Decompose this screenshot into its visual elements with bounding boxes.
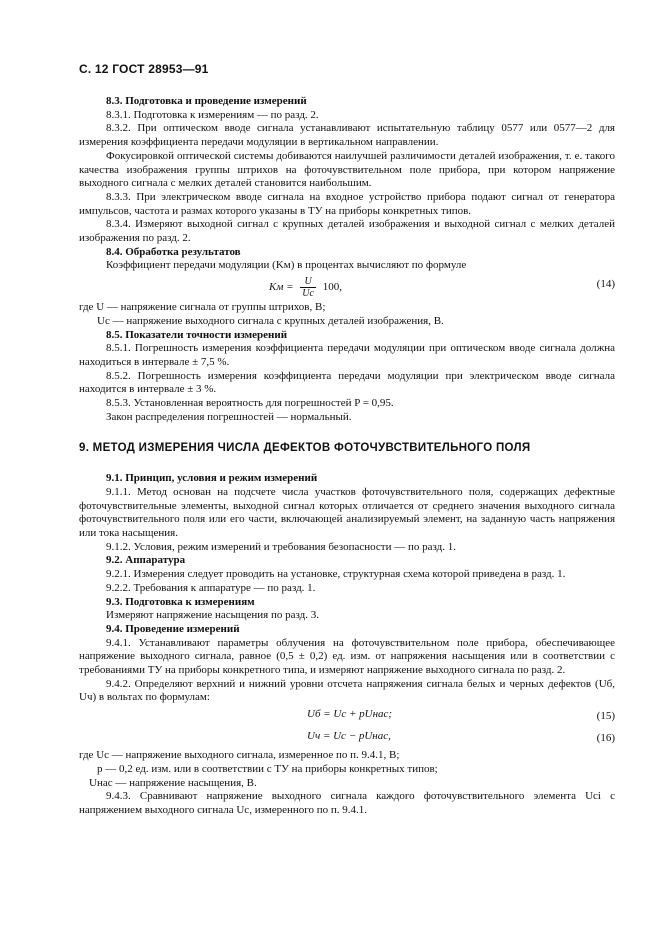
paragraph-8-3-4: 8.3.4. Измеряют выходной сигнал с крупных деталей изображения и выходной сигнал с мелких деталей изображения по разд. 2.: [79, 218, 615, 245]
formula-15-expression: Uб = Uс + pUнас;: [307, 708, 393, 721]
where-clause-uc-2: где Uс — напряжение выходного сигнала, измеренное по п. 9.4.1, В;: [79, 749, 400, 762]
formula-15: [79, 705, 615, 727]
section-8-4-heading: 8.4. Обработка результатов: [106, 245, 241, 258]
document-body: [79, 95, 615, 818]
formula-16-number: (16): [596, 732, 615, 745]
paragraph-8-5-2: 8.5.2. Погрешность измерения коэффициента передачи модуляции при электрическом вводе сигнала находится в интервале ± 3 %.: [79, 369, 615, 396]
formula-16-expression: Uч = Uс − pUнас,: [307, 730, 391, 743]
formula-14-expression: [269, 276, 342, 299]
formula-15-number: (15): [596, 710, 615, 723]
paragraph-8-3-1: 8.3.1. Подготовка к измерениям — по разд. 2.: [106, 108, 319, 121]
paragraph-9-4-3: 9.4.3. Сравнивают напряжение выходного сигнала каждого фоточувствительного элемента Uсi с напряжением выходного сигнала Uс, измеренного по п. 9.4.1.: [79, 790, 615, 816]
formula-14-denominator: Uс: [302, 288, 314, 300]
section-9-2-heading: 9.2. Аппаратура: [106, 554, 186, 567]
formula-14-lhs: Kм =: [269, 281, 294, 294]
section-9-1-heading: 9.1. Принцип, условия и режим измерений: [106, 472, 318, 485]
section-8-3-heading: 8.3. Подготовка и проведение измерений: [106, 95, 307, 107]
paragraph-8-3-2: 8.3.2. При оптическом вводе сигнала устанавливают испытательную таблицу 0577 или 0577—2 для измерения коэффициента передачи модуляции в вертикальном направлении.: [79, 122, 615, 149]
section-9-4-heading: 9.4. Проведение измерений: [106, 622, 240, 635]
paragraph-9-3: Измеряют напряжение насыщения по разд. 3.: [106, 609, 319, 622]
page-header: С. 12 ГОСТ 28953—91: [79, 62, 209, 76]
formula-14-fraction: [300, 276, 316, 299]
paragraph-8-5-1: 8.5.1. Погрешность измерения коэффициента передачи модуляции при оптическом вводе сигнала должна находиться в интервале ± 7,5 %.: [79, 342, 615, 368]
paragraph-8-5-3: 8.5.3. Установленная вероятность для погрешностей P = 0,95.: [106, 397, 394, 410]
paragraph-8-4-intro: Коэффициент передачи модуляции (Kм) в процентах вычисляют по формуле: [106, 259, 467, 272]
formula-14-number: (14): [596, 278, 615, 291]
formula-14-numerator: U: [300, 276, 316, 288]
paragraph-9-4-1: 9.4.1. Устанавливают параметры облучения на фоточувствительном поле прибора, обеспечивающее напряжение выходного сигнала, равное (0,5 ± 0,2) ед. изм. от напряжения насыщения или в соответствии с требованиями ТУ на приборы конкретного типа, и измеряют напряжение выходного сигнала по разд. 2.: [79, 636, 615, 677]
formula-14: [79, 273, 615, 301]
paragraph-9-2-2: 9.2.2. Требования к аппаратуре — по разд. 1.: [106, 581, 316, 594]
paragraph-8-5-4: Закон распределения погрешностей — нормальный.: [106, 410, 352, 423]
paragraph-9-1-2: 9.1.2. Условия, режим измерений и требования безопасности — по разд. 1.: [106, 540, 456, 553]
paragraph-8-3-3: 8.3.3. При электрическом вводе сигнала на входное устройство прибора подают сигнал от генератора импульсов, частота и размах которого указаны в ТУ на приборы конкретных типов.: [79, 190, 615, 217]
paragraph-8-3-2-cont: Фокусировкой оптической системы добиваются наилучшей различимости деталей изображения, т. е. такого качества изображения группы штрихов на фоточувствительном поле прибора, при котором напряжение выходного сигнала с мелких деталей становится наибольшим.: [79, 149, 615, 190]
section-9-3-heading: 9.3. Подготовка к измерениям: [106, 595, 255, 608]
paragraph-9-1-1: 9.1.1. Метод основан на подсчете числа участков фоточувствительного поля, содержащих дефектные фоточувствительные элементы, выходной сигнал которых отличается от среднего значения выходного сигнала фоточувствительного поля или его части, включающей анализируемый элемент, на заданную часть напряжения или тока насыщения.: [79, 485, 615, 539]
section-9-heading: 9. МЕТОД ИЗМЕРЕНИЯ ЧИСЛА ДЕФЕКТОВ ФОТОЧУВСТВИТЕЛЬНОГО ПОЛЯ: [79, 442, 531, 455]
formula-14-tail: 100,: [322, 281, 342, 294]
paragraph-9-2-1: 9.2.1. Измерения следует проводить на установке, структурная схема которой приведена в разд. 1.: [106, 568, 566, 581]
section-8-5-heading: 8.5. Показатели точности измерений: [106, 328, 288, 341]
where-clause-uc: Uс — напряжение выходного сигнала с крупных деталей изображения, В.: [97, 314, 444, 327]
where-clause-u: где U — напряжение сигнала от группы штрихов, В;: [79, 301, 326, 314]
where-clause-unas: Uнас — напряжение насыщения, В.: [89, 776, 257, 789]
where-clause-p: p — 0,2 ед. изм. или в соответствии с ТУ на приборы конкретных типов;: [97, 762, 438, 775]
formula-16: [79, 727, 615, 749]
paragraph-9-4-2: 9.4.2. Определяют верхний и нижний уровни отсчета напряжения сигнала белых и черных дефектов (Uб, Uч) в вольтах по формулам:: [79, 677, 615, 704]
